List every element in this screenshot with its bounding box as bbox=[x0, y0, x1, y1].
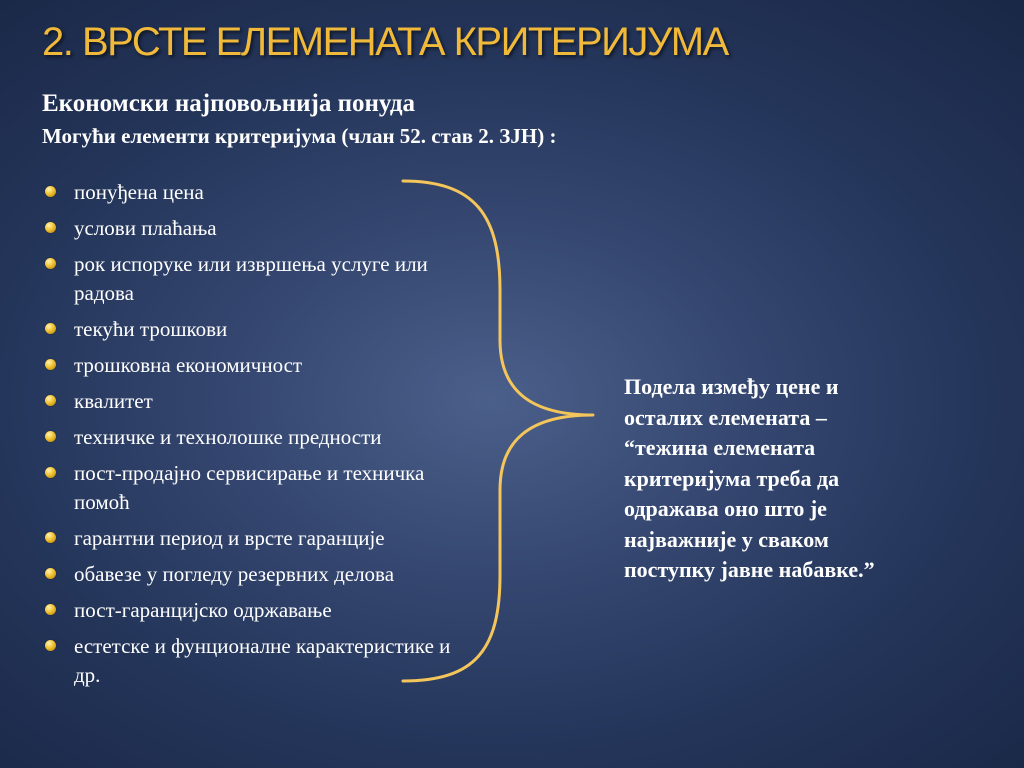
weighting-note: Подела између цене и осталих елемената – “тежина елемената критеријума треба да одражава оно што је најважније у сваком поступку јавне набавке.” bbox=[624, 374, 875, 582]
slide-title: 2. ВРСТЕ ЕЛЕМЕНАТА КРИТЕРИЈУМА bbox=[42, 20, 728, 64]
bullet-icon bbox=[45, 359, 56, 370]
list-item-text: текући трошкови bbox=[74, 317, 228, 341]
list-item-text: пост-гаранцијско одржавање bbox=[74, 598, 332, 622]
curly-brace-icon bbox=[395, 175, 605, 687]
bullet-icon bbox=[45, 186, 56, 197]
list-item-text: услови плаћања bbox=[74, 216, 217, 240]
list-item-text: рок испоруке или извршења услуге или радова bbox=[74, 252, 428, 305]
list-item-text: техничке и технолошке предности bbox=[74, 425, 382, 449]
list-item-text: понуђена цена bbox=[74, 180, 204, 204]
list-item-text: трошковна економичност bbox=[74, 353, 303, 377]
list-item-text: квалитет bbox=[74, 389, 153, 413]
slide-subtitle: Економски најповољнија понуда bbox=[42, 90, 415, 117]
bullet-icon bbox=[45, 222, 56, 233]
bullet-icon bbox=[45, 467, 56, 478]
list-item-text: обавезе у погледу резервних делова bbox=[74, 562, 395, 586]
bullet-icon bbox=[45, 568, 56, 579]
slide-subheading: Могући елементи критеријума (члан 52. став 2. ЗЈН) : bbox=[42, 124, 557, 148]
bullet-icon bbox=[45, 604, 56, 615]
bullet-icon bbox=[45, 640, 56, 651]
bullet-icon bbox=[45, 258, 56, 269]
list-item-text: естетске и фунционалне карактеристике и др. bbox=[74, 634, 451, 687]
bullet-icon bbox=[45, 323, 56, 334]
bullet-icon bbox=[45, 532, 56, 543]
bullet-icon bbox=[45, 431, 56, 442]
list-item-text: пост-продајно сервисирање и техничка помоћ bbox=[74, 461, 425, 514]
bullet-icon bbox=[45, 395, 56, 406]
list-item-text: гарантни период и врсте гаранције bbox=[74, 526, 385, 550]
